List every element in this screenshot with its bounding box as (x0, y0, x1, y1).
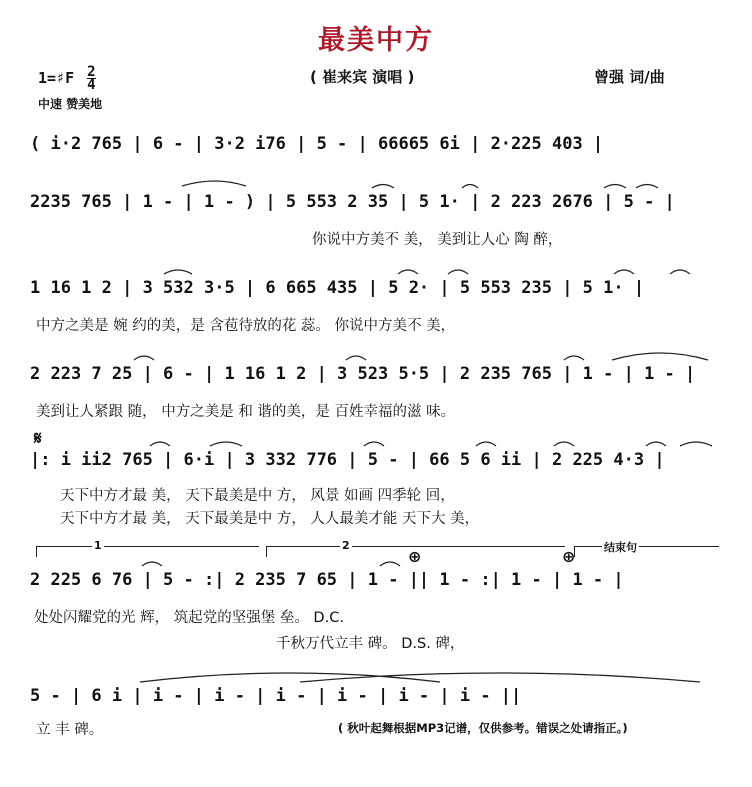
lyrics-row-6-verse-2: 千秋万代立丰 碑。 D.S. 碑， (276, 636, 465, 652)
slur-arc (636, 185, 658, 189)
volta-label-1: 1 (94, 539, 102, 552)
slur-arc (462, 185, 478, 189)
lyrics-row-7: 立 丰 碑。 (36, 722, 104, 738)
performer: ( 崔来宾 演唱 ) (310, 68, 415, 86)
time-signature-bottom: 4 (87, 77, 96, 93)
lyrics-row-5-verse-2: 天下中方才最 美， 天下最美是中 方， 人人最美才能 天下大 美， (60, 511, 480, 527)
key-label: 1=♯F (38, 69, 75, 87)
lyrics-row-5-verse-1: 天下中方才最 美， 天下最美是中 方， 风景 如画 四季轮 回， (60, 488, 455, 504)
notation-row-1: ( i·2 765 | 6 - | 3·2 i76 | 5 - | 66665 6i | 2·225 403 | (30, 134, 604, 154)
notation-row-6: 2 225 6 76 | 5 - :| 2 235 7 65 | 1 - || 1 - :| 1 - | 1 - | (30, 570, 624, 590)
slur-arc (210, 442, 242, 446)
slur-arc (142, 562, 162, 566)
tie-arc (612, 353, 708, 360)
credit: 曾强 词/曲 (594, 68, 665, 86)
lyrics-row-2: 你说中方美不 美， 美到让人心 陶 醉， (312, 232, 563, 248)
slur-arc (150, 442, 170, 446)
slur-arc (604, 185, 626, 189)
slur-arc (164, 270, 192, 274)
lyrics-row-4: 美到让人紧跟 随， 中方之美是 和 谐的美，是 百姓幸福的滋 味。 (36, 404, 456, 420)
lyrics-row-3: 中方之美是 婉 约的美，是 含苞待放的花 蕊。 你说中方美不 美， (36, 318, 456, 334)
slur-arc (398, 270, 418, 274)
notation-row-4: 2 223 7 25 | 6 - | 1 16 1 2 | 3 523 5·5 | 2 235 765 | 1 - | 1 - | (30, 364, 696, 384)
slur-arc (380, 562, 400, 566)
tie-arc (140, 673, 440, 682)
slur-arc (134, 356, 154, 360)
song-title: 最美中方 (318, 25, 434, 56)
tie-arc (182, 181, 246, 186)
slur-arc (346, 356, 366, 360)
slur-arc (614, 270, 634, 274)
time-signature-top: 2 (87, 64, 96, 80)
slur-arc (364, 442, 384, 446)
notation-row-5: |: i ii2 765 | 6·i | 3 332 776 | 5 - | 66 5 6 ii | 2 225 4·3 | (30, 450, 665, 470)
slur-arc (476, 442, 496, 446)
coda-sign-1: ⊕ (408, 547, 422, 566)
notation-row-7: 5 - | 6 i | i - | i - | i - | i - | i - | i - || (30, 686, 522, 706)
slur-arc (680, 442, 712, 446)
tempo-marking: 中速 赞美地 (38, 97, 103, 111)
segno-sign: 𝄋 (34, 428, 42, 449)
slur-arc (554, 442, 574, 446)
coda-sign-2: ⊕ (562, 547, 576, 566)
ending-label: 结束句 (604, 541, 637, 554)
lyrics-row-6-verse-1: 处处闪耀党的光 辉， 筑起党的坚强堡 垒。 D.C. (34, 610, 344, 626)
volta-label-2: 2 (342, 539, 350, 552)
slur-arc (564, 356, 584, 360)
notation-row-2: 2235 765 | 1 - | 1 - ) | 5 553 2 35 | 5 1· | 2 223 2676 | 5 - | (30, 192, 675, 212)
slur-arc (448, 270, 468, 274)
transcription-footnote: ( 秋叶起舞根据MP3记谱，仅供参考。错误之处请指正。) (338, 721, 628, 735)
slur-arc (670, 270, 690, 274)
notation-row-3: 1 16 1 2 | 3 532 3·5 | 6 665 435 | 5 2· | 5 553 235 | 5 1· | (30, 278, 645, 298)
slur-arc (646, 442, 666, 446)
slur-arc (372, 185, 394, 189)
